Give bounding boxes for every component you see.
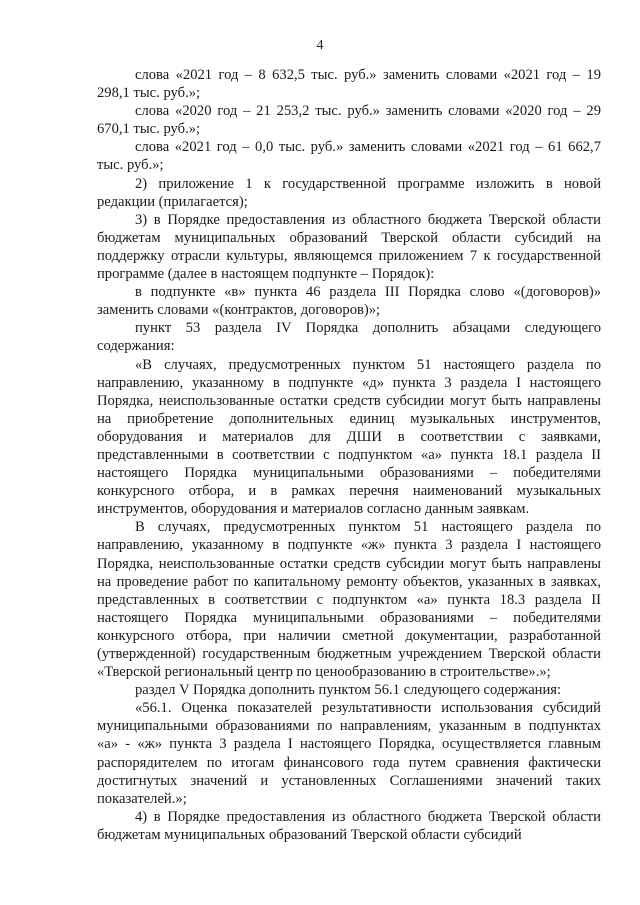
paragraph-quote-repair: В случаях, предусмотренных пунктом 51 настоящего раздела по направлению, указанному в подпункте «ж» пункта 3 раздела I настоящего Порядка, неиспользованные остатки средств субсидии могут быть направлены на проведение работ по капитальному ремонту объектов, указанных в заявках, представленных в соответствии с подпунктом «а» пункта 18.3 раздела II настоящего Порядка муниципальными образованиями – победителями конкурсного отбора, при наличии сметной документации, разработанной (утвержденной) государственным бюджетным учреждением Тверской области «Тверской региональный центр по ценообразованию в строительстве».»;: [97, 519, 601, 681]
paragraph-amend-2021-second: слова «2021 год – 0,0 тыс. руб.» заменить словами «2021 год – 61 662,7 тыс. руб.»;: [97, 139, 601, 174]
document-body: [97, 66, 601, 844]
paragraph-item-3: 3) в Порядке предоставления из областного бюджета Тверской области бюджетам муниципальных образований Тверской области субсидий на поддержку отрасли культуры, являющемся приложением 7 к государственной программе (далее в настоящем подпункте – Порядок):: [97, 211, 601, 283]
paragraph-item-4: 4) в Порядке предоставления из областного бюджета Тверской области бюджетам муниципальных образований Тверской области субсидий: [97, 808, 601, 843]
paragraph-amend-2021-first: слова «2021 год – 8 632,5 тыс. руб.» заменить словами «2021 год – 19 298,1 тыс. руб.»;: [97, 67, 601, 102]
paragraph-point-56-1: «56.1. Оценка показателей результативности использования субсидий муниципальными образованиями по направлениям, указанным в подпунктах «а» - «ж» пункта 3 раздела I настоящего Порядка, осуществляется главным распорядителем по итогам финансового года путем сравнения фактически достигнутых значений и установленных Соглашениями значений таких показателей.»;: [97, 700, 601, 807]
paragraph-item-2: 2) приложение 1 к государственной программе изложить в новой редакции (прилагается);: [97, 175, 601, 210]
paragraph-section-5: раздел V Порядка дополнить пунктом 56.1 следующего содержания:: [135, 682, 562, 699]
paragraph-quote-dshi: «В случаях, предусмотренных пунктом 51 настоящего раздела по направлению, указанному в подпункте «д» пункта 3 раздела I настоящего Порядка, неиспользованные остатки средств субсидии могут быть направлены на приобретение дополнительных единиц музыкальных инструментов, оборудования и материалов для ДШИ в соответствии с заявками, представленными в соответствии с подпунктом «а» пункта 18.1 раздела II настоящего Порядка муниципальными образованиями – победителями конкурсного отбора, и в рамках перечня наименований музыкальных инструментов, оборудования и материалов согласно данным заявкам.: [97, 356, 601, 518]
paragraph-amend-2020: слова «2020 год – 21 253,2 тыс. руб.» заменить словами «2020 год – 29 670,1 тыс. руб.»;: [97, 103, 601, 138]
page-number: 4: [316, 38, 324, 53]
paragraph-subitem-46: в подпункте «в» пункта 46 раздела III Порядка слово «(договоров)» заменить словами «(контрактов, договоров)»;: [97, 284, 601, 319]
paragraph-point-53: пункт 53 раздела IV Порядка дополнить абзацами следующего содержания:: [97, 320, 601, 355]
